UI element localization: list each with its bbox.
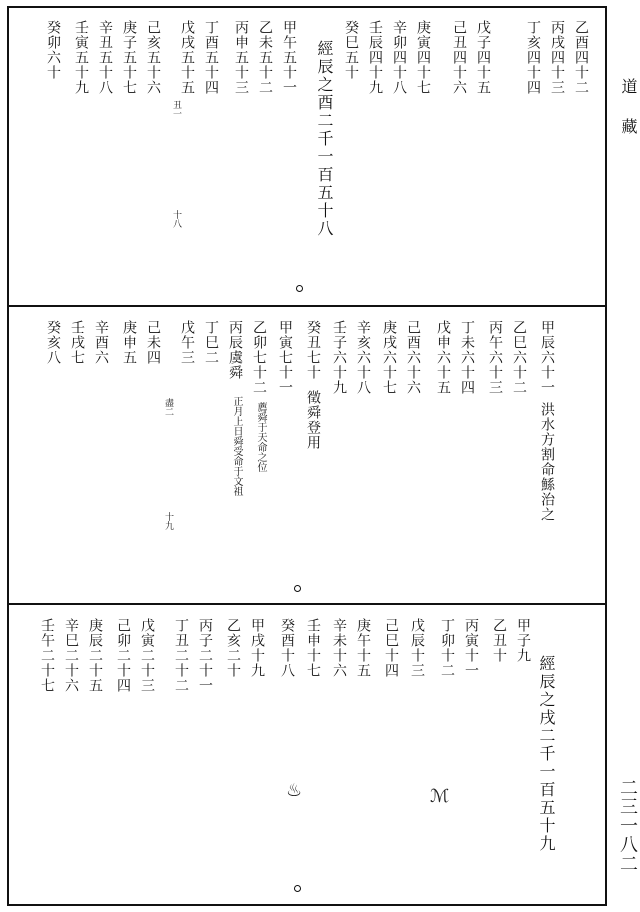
entry-yimao: 乙卯七十二 [251, 320, 267, 395]
section-divider-2 [7, 603, 607, 605]
entry-gengxu: 庚戌六十七 [381, 320, 397, 395]
entry-bingzi: 丙子二十一 [197, 618, 213, 693]
entry-xinsi: 辛巳二十六 [63, 618, 79, 693]
entry-bingwu: 丙午六十三 [487, 320, 503, 395]
circle-marker [294, 585, 301, 592]
entry-guichou: 癸丑七十 [305, 320, 321, 380]
entry-jiayin: 甲寅七十一 [277, 320, 293, 395]
entry-gengchen: 庚辰二十五 [87, 618, 103, 693]
entry-xinhai: 辛亥六十八 [355, 320, 371, 395]
entry-renchen: 壬辰四十九 [367, 20, 383, 95]
entry-jiaxu: 甲戌十九 [249, 618, 265, 678]
entry-jiwei: 己未四 [145, 320, 161, 365]
section-heading: 經辰之戌二千一百五十九 [537, 655, 556, 853]
page-frame [7, 6, 607, 906]
entry-gengzi: 庚子五十七 [121, 20, 137, 95]
entry-gengwu: 庚午十五 [355, 618, 371, 678]
entry-wuyin: 戊寅二十三 [139, 618, 155, 693]
entry-yiwei: 乙未五十二 [257, 20, 273, 95]
entry-xinchou: 辛丑五十八 [97, 20, 113, 95]
entry-guimao: 癸卯六十 [45, 20, 61, 80]
block-mark: 盡二 [163, 398, 173, 416]
note-recommend: 薦舜于天命之位 [255, 402, 266, 472]
entry-gengyin: 庚寅四十七 [415, 20, 431, 95]
entry-yiyou: 乙酉四十二 [573, 20, 589, 95]
entry-guiyou: 癸酉十八 [279, 618, 295, 678]
circle-marker [296, 285, 303, 292]
entry-bingchen: 丙辰虞舜 [227, 320, 243, 380]
entry-yihai: 乙亥二十 [225, 618, 241, 678]
note-flood: 洪水方割命鯀治之 [539, 402, 555, 522]
entry-dingmao: 丁卯十二 [439, 618, 455, 678]
entry-bingxu: 丙戌四十三 [549, 20, 565, 95]
entry-jihai: 己亥五十六 [145, 20, 161, 95]
entry-jisi: 己巳十四 [383, 618, 399, 678]
ink-mark-2: ℳ [430, 786, 450, 807]
entry-renxu: 壬戌七 [69, 320, 85, 365]
collection-title: 道藏 [619, 78, 638, 158]
entry-jiazi: 甲子九 [515, 618, 531, 663]
entry-gengshen: 庚申五 [121, 320, 137, 365]
entry-dingwei: 丁未六十四 [459, 320, 475, 395]
entry-yisi: 乙巳六十二 [511, 320, 527, 395]
entry-wuchen: 戊辰十三 [409, 618, 425, 678]
entry-wushen: 戊申六十五 [435, 320, 451, 395]
entry-renwu: 壬午二十七 [39, 618, 55, 693]
entry-wuxu: 戊戌五十五 [179, 20, 195, 95]
entry-jiachen: 甲辰六十一 [539, 320, 555, 395]
entry-xinwei: 辛未十六 [331, 618, 347, 678]
entry-dingsi: 丁巳二 [203, 320, 219, 365]
entry-dingyou: 丁酉五十四 [203, 20, 219, 95]
entry-dingchou: 丁丑二十二 [173, 618, 189, 693]
entry-renyin: 壬寅五十九 [73, 20, 89, 95]
entry-yichou: 乙丑十 [491, 618, 507, 663]
note-shun: 徵舜登用 [305, 390, 321, 450]
entry-renshen: 壬申十七 [305, 618, 321, 678]
section-divider-1 [7, 305, 607, 307]
circle-marker [294, 885, 301, 892]
entry-guisi: 癸巳五十 [343, 20, 359, 80]
block-number: 十八 [171, 210, 181, 228]
entry-xinmao: 辛卯四十八 [391, 20, 407, 95]
entry-jiyou: 己酉六十六 [405, 320, 421, 395]
entry-bingyin: 丙寅十一 [463, 618, 479, 678]
entry-renzi: 壬子六十九 [331, 320, 347, 395]
entry-dinghai: 丁亥四十四 [525, 20, 541, 95]
entry-jichou: 己丑四十六 [451, 20, 467, 95]
note-zhengyue: 正月上日舜受命于文祖 [231, 396, 242, 496]
entry-wuwu: 戊午三 [179, 320, 195, 365]
ink-mark-1: ♨ [286, 780, 303, 801]
block-mark: 丑一 [171, 100, 181, 118]
entry-jimao: 己卯二十四 [115, 618, 131, 693]
entry-jiawu: 甲午五十一 [281, 20, 297, 95]
entry-bingshen: 丙申五十三 [233, 20, 249, 95]
entry-guihai: 癸亥八 [45, 320, 61, 365]
entry-xinyou: 辛酉六 [93, 320, 109, 365]
page-number: 二三一八二 [617, 778, 638, 873]
entry-wuzi: 戊子四十五 [475, 20, 491, 95]
section-heading: 經辰之酉二千一百五十八 [315, 40, 334, 238]
block-number: 十九 [163, 512, 173, 530]
